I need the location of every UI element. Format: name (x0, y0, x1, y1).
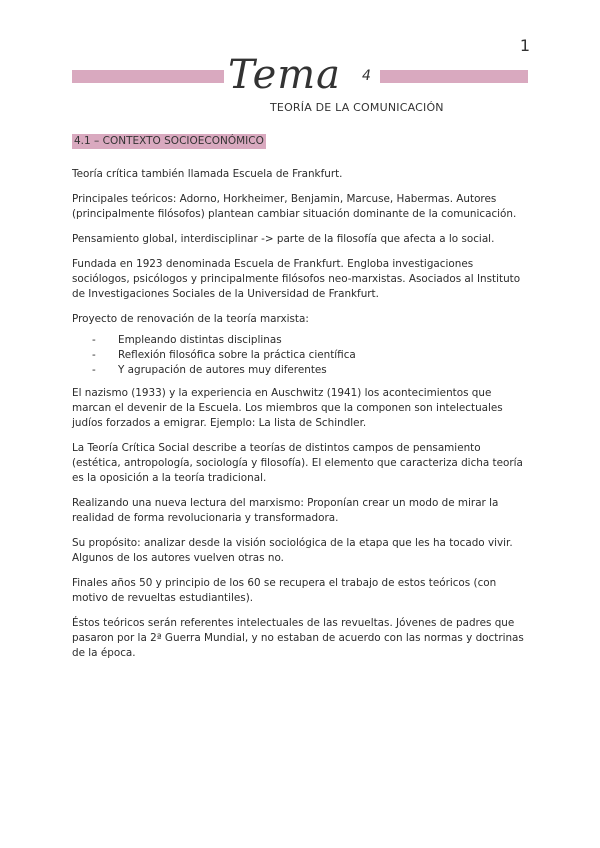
list-item (72, 333, 530, 348)
title-number: 4 (362, 68, 371, 84)
title-banner (72, 52, 528, 98)
section-heading: 4.1 – CONTEXTO SOCIOECONÓMICO (74, 135, 264, 147)
title-bar-right (380, 70, 528, 83)
paragraph: Fundada en 1923 denominada Escuela de Frankfurt. Engloba investigaciones sociólogos, psicólogos y principalmente filósofos neo-marxistas. Asociados al Instituto de Investigaciones Sociales de la Universidad de Frankfurt. (72, 258, 521, 300)
paragraph: Realizando una nueva lectura del marxismo: Proponían crear un modo de mirar la realidad de forma revolucionaria y transformadora. (72, 497, 499, 524)
subtitle: TEORÍA DE LA COMUNICACIÓN (270, 101, 444, 114)
title-word: Tema (228, 52, 342, 98)
paragraph: Su propósito: analizar desde la visión sociológica de la etapa que les ha tocado vivir. Algunos de los autores vuelven otras no. (72, 537, 513, 564)
paragraph: Éstos teóricos serán referentes intelectuales de las revueltas. Jóvenes de padres que pasaron por la 2ª Guerra Mundial, y no estaban de acuerdo con las normas y doctrinas de la época. (72, 617, 524, 659)
paragraph: El nazismo (1933) y la experiencia en Auschwitz (1941) los acontecimientos que marcan el devenir de la Escuela. Los miembros que la componen son intelectuales judíos forzados a emigrar. Ejemplo: La lista de Schindler. (72, 387, 503, 429)
list-item (72, 348, 530, 363)
list-item-text: Reflexión filosófica sobre la práctica científica (118, 349, 356, 361)
document-body (72, 167, 530, 671)
paragraph: Teoría crítica también llamada Escuela de Frankfurt. (72, 168, 343, 180)
paragraph: La Teoría Crítica Social describe a teorías de distintos campos de pensamiento (estética, antropología, sociología y filosofía). El elemento que caracteriza dicha teoría es la oposición a la teoría tradicional. (72, 442, 523, 484)
list-item-text: Empleando distintas disciplinas (118, 334, 282, 346)
list-item-text: Y agrupación de autores muy diferentes (118, 364, 327, 376)
paragraph: Finales años 50 y principio de los 60 se recupera el trabajo de estos teóricos (con motivo de revueltas estudiantiles). (72, 577, 497, 604)
bullet-list (72, 333, 530, 378)
title-bar-left (72, 70, 224, 83)
paragraph: Principales teóricos: Adorno, Horkheimer, Benjamin, Marcuse, Habermas. Autores (principalmente filósofos) plantean cambiar situación dominante de la comunicación. (72, 193, 517, 220)
paragraph: Proyecto de renovación de la teoría marxista: (72, 313, 309, 325)
list-item (72, 363, 530, 378)
page-number: 1 (519, 36, 530, 55)
paragraph: Pensamiento global, interdisciplinar -> parte de la filosofía que afecta a lo social. (72, 233, 495, 245)
